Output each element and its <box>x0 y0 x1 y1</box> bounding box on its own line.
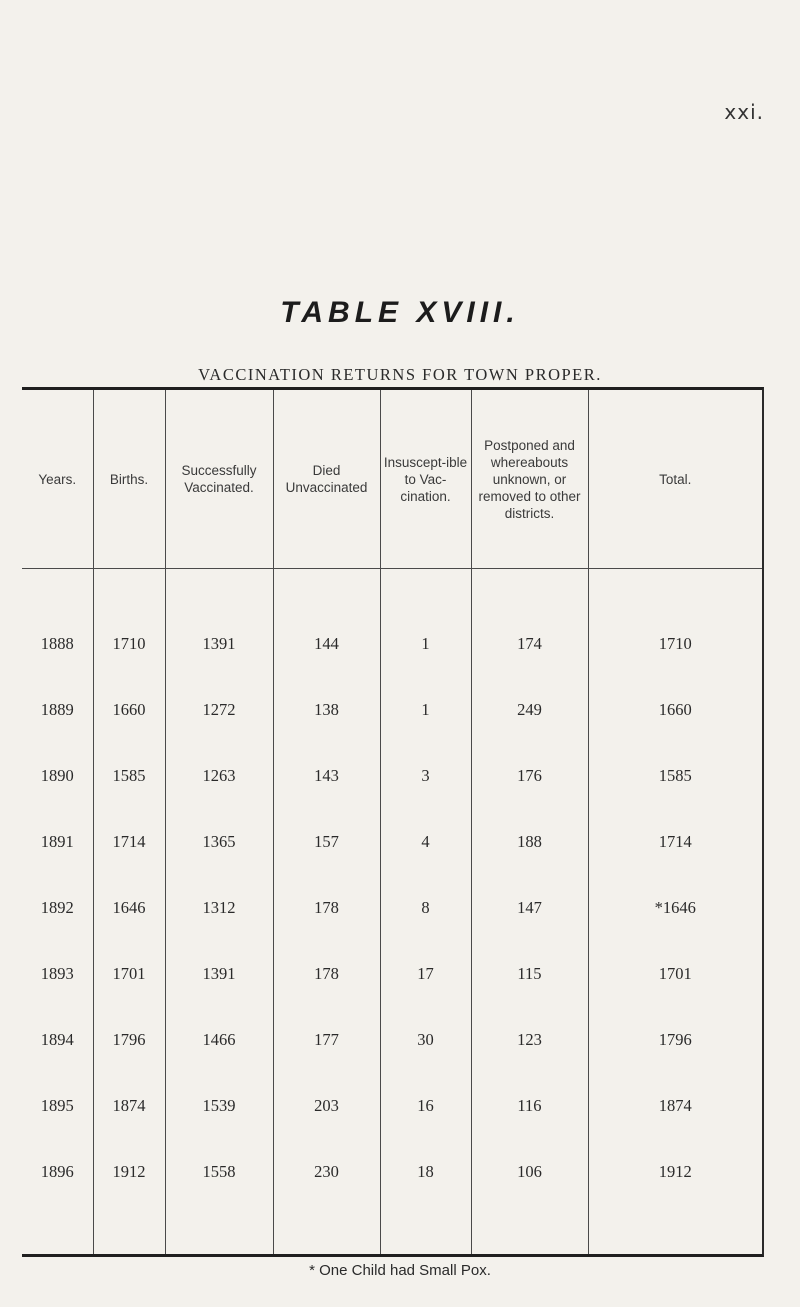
cell-vaccinated: 1365 <box>165 809 273 875</box>
cell-insusceptible: 17 <box>380 941 471 1007</box>
cell-postponed: 115 <box>471 941 588 1007</box>
cell-postponed: 176 <box>471 743 588 809</box>
header-insusceptible: Insuscept-ible to Vac-cination. <box>380 390 471 569</box>
table-row <box>22 809 762 875</box>
cell-postponed: 249 <box>471 677 588 743</box>
cell-died: 203 <box>273 1073 380 1139</box>
cell-year: 1890 <box>40 766 74 786</box>
table-row <box>22 875 762 941</box>
cell-total: *1646 <box>588 875 762 941</box>
vaccination-returns-table <box>22 390 762 1254</box>
cell-vaccinated: 1272 <box>165 677 273 743</box>
header-total: Total. <box>588 390 762 569</box>
cell-total: 1912 <box>588 1139 762 1205</box>
cell-insusceptible: 16 <box>380 1073 471 1139</box>
cell-births: 1874 <box>93 1073 165 1139</box>
cell-total: 1796 <box>588 1007 762 1073</box>
cell-vaccinated: 1539 <box>165 1073 273 1139</box>
table-row <box>22 941 762 1007</box>
cell-total: 1585 <box>588 743 762 809</box>
spacer-row <box>22 1205 762 1254</box>
vaccination-table <box>22 387 764 1257</box>
cell-year: 1894 <box>40 1030 74 1050</box>
cell-insusceptible: 8 <box>380 875 471 941</box>
table-title: TABLE XVIII. <box>280 296 520 329</box>
cell-postponed: 188 <box>471 809 588 875</box>
cell-died: 143 <box>273 743 380 809</box>
header-died-unvaccinated: Died Unvaccinated <box>273 390 380 569</box>
cell-insusceptible: 1 <box>380 611 471 677</box>
cell-insusceptible: 4 <box>380 809 471 875</box>
cell-births: 1646 <box>93 875 165 941</box>
cell-insusceptible: 3 <box>380 743 471 809</box>
cell-births: 1912 <box>93 1139 165 1205</box>
header-successfully-vaccinated: Successfully Vaccinated. <box>165 390 273 569</box>
cell-total: 1874 <box>588 1073 762 1139</box>
cell-year: 1891 <box>40 832 74 852</box>
cell-postponed: 174 <box>471 611 588 677</box>
table-row <box>22 1007 762 1073</box>
cell-births: 1585 <box>93 743 165 809</box>
cell-postponed: 106 <box>471 1139 588 1205</box>
cell-vaccinated: 1312 <box>165 875 273 941</box>
cell-postponed: 116 <box>471 1073 588 1139</box>
cell-births: 1714 <box>93 809 165 875</box>
cell-births: 1701 <box>93 941 165 1007</box>
table-subtitle: VACCINATION RETURNS FOR TOWN PROPER. <box>198 365 602 384</box>
cell-insusceptible: 18 <box>380 1139 471 1205</box>
table-row <box>22 677 762 743</box>
header-years: Years. <box>22 390 93 569</box>
header-postponed: Postponed and whereabouts unknown, or removed to other districts. <box>471 390 588 569</box>
cell-died: 178 <box>273 941 380 1007</box>
cell-births: 1710 <box>93 611 165 677</box>
cell-died: 138 <box>273 677 380 743</box>
cell-postponed: 123 <box>471 1007 588 1073</box>
cell-total: 1701 <box>588 941 762 1007</box>
cell-vaccinated: 1558 <box>165 1139 273 1205</box>
cell-died: 178 <box>273 875 380 941</box>
header-births: Births. <box>93 390 165 569</box>
cell-died: 177 <box>273 1007 380 1073</box>
footnote: * One Child had Small Pox. <box>309 1262 491 1279</box>
cell-insusceptible: 30 <box>380 1007 471 1073</box>
cell-vaccinated: 1466 <box>165 1007 273 1073</box>
cell-total: 1714 <box>588 809 762 875</box>
table-row <box>22 743 762 809</box>
header-row <box>22 390 762 569</box>
cell-year: 1895 <box>40 1096 74 1116</box>
cell-insusceptible: 1 <box>380 677 471 743</box>
cell-births: 1660 <box>93 677 165 743</box>
cell-vaccinated: 1263 <box>165 743 273 809</box>
cell-births: 1796 <box>93 1007 165 1073</box>
cell-year: 1888 <box>40 634 74 654</box>
cell-total: 1660 <box>588 677 762 743</box>
table-row <box>22 1139 762 1205</box>
cell-year: 1893 <box>40 964 74 984</box>
cell-died: 230 <box>273 1139 380 1205</box>
table-row <box>22 1073 762 1139</box>
cell-vaccinated: 1391 <box>165 941 273 1007</box>
cell-year: 1889 <box>40 700 74 720</box>
page-number: xxi. <box>724 100 764 124</box>
cell-postponed: 147 <box>471 875 588 941</box>
cell-died: 144 <box>273 611 380 677</box>
cell-year: 1896 <box>40 1162 74 1182</box>
cell-vaccinated: 1391 <box>165 611 273 677</box>
table-row <box>22 611 762 677</box>
cell-died: 157 <box>273 809 380 875</box>
cell-year: 1892 <box>40 898 74 918</box>
cell-total: 1710 <box>588 611 762 677</box>
spacer-row <box>22 569 762 612</box>
